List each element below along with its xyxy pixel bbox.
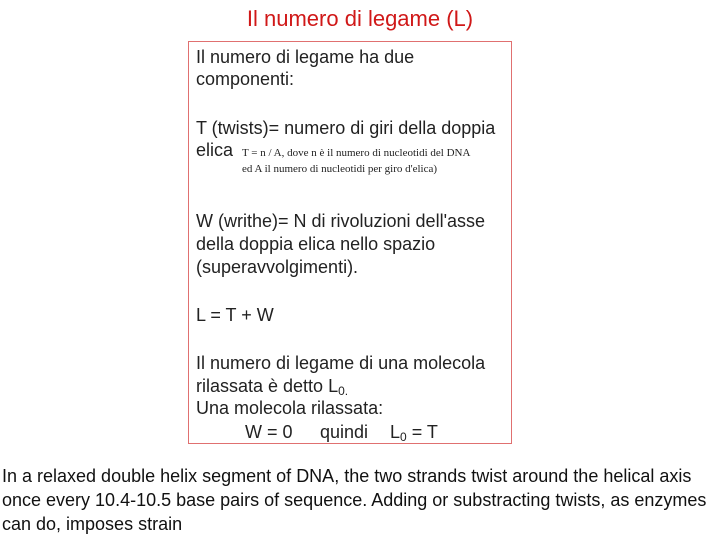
final-l-equation xyxy=(390,421,438,443)
relaxed-line-2-text: rilassata è detto L xyxy=(196,376,339,396)
final-l-symbol: L xyxy=(390,422,401,442)
intro-line-2: componenti: xyxy=(196,69,295,89)
intro-line-1: Il numero di legame ha due xyxy=(196,47,415,67)
final-l-subscript: 0 xyxy=(400,430,407,444)
twist-definition-line-2: elica xyxy=(196,140,234,160)
writhe-line-3: (superavvolgimenti). xyxy=(196,257,359,277)
writhe-line-1: W (writhe)= N di rivoluzioni dell'asse xyxy=(196,211,486,231)
caption-text: In a relaxed double helix segment of DNA, the two strands twist around the helical axis once every 10.4-10.5 base pairs of sequence. Adding or substracting twists, as enzymes can do, imposes strain xyxy=(2,466,707,534)
relaxed-line-3: Una molecola rilassata: xyxy=(196,398,384,418)
relaxed-line-2-subscript: 0. xyxy=(338,384,349,398)
final-l-rhs: = T xyxy=(406,422,438,442)
twist-formula-note: T = n / A, dove n è il numero di nucleotidi del DNA ed A il numero di nucleotidi per giro d'elica) xyxy=(242,147,470,175)
slide-title: Il numero di legame (L) xyxy=(246,6,474,31)
twist-definition-line-1: T (twists)= numero di giri della doppia xyxy=(196,118,496,138)
writhe-line-2: della doppia elica nello spazio xyxy=(196,234,436,254)
final-w-equation: W = 0 xyxy=(245,422,293,442)
relaxed-line-2 xyxy=(196,375,348,397)
final-quindi: quindi xyxy=(320,422,369,442)
linking-formula: L = T + W xyxy=(196,305,274,325)
relaxed-line-1: Il numero di legame di una molecola xyxy=(196,353,486,373)
